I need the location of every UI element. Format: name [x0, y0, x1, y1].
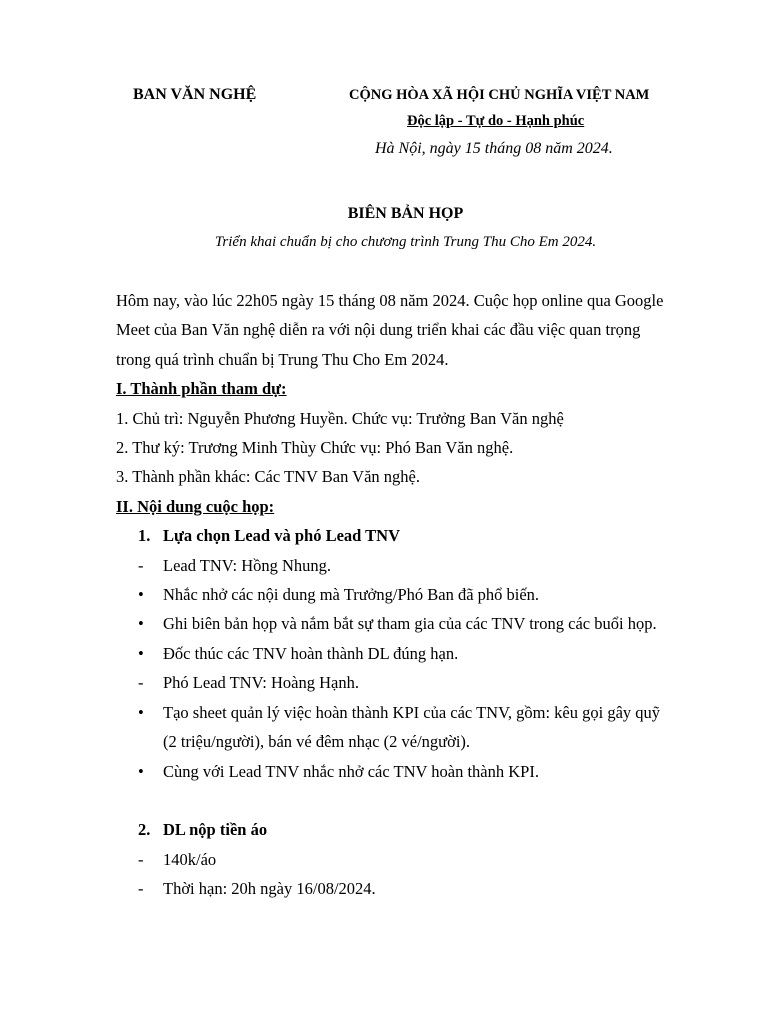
document-body	[116, 286, 676, 904]
list-item-text: Tạo sheet quản lý việc hoàn thành KPI của các TNV, gồm: kêu gọi gây quỹ (2 triệu/người), bán vé đêm nhạc (2 vé/người).	[163, 702, 661, 752]
numbered-item	[116, 815, 676, 844]
list-item	[116, 609, 676, 638]
list-item	[116, 551, 676, 580]
document-subtitle: Triển khai chuẩn bị cho chương trình Trung Thu Cho Em 2024.	[214, 234, 597, 250]
list-item	[116, 668, 676, 697]
dash-marker: -	[138, 849, 144, 869]
document-title: BIÊN BẢN HỌP	[347, 205, 464, 222]
bullet-marker: •	[138, 761, 144, 781]
attendee-line: 2. Thư ký: Trương Minh Thùy Chức vụ: Phó Ban Văn nghệ.	[116, 438, 514, 458]
bullet-marker: •	[138, 614, 144, 634]
item-number: 1.	[138, 526, 151, 546]
list-item-text: Ghi biên bản họp và nắm bắt sự tham gia của các TNV trong các buổi họp.	[163, 614, 657, 634]
list-item-text: Nhắc nhở các nội dung mà Trưởng/Phó Ban đã phổ biến.	[163, 585, 540, 605]
intro-paragraph: Hôm nay, vào lúc 22h05 ngày 15 tháng 08 năm 2024. Cuộc họp online qua Google Meet của Ban Văn nghệ diễn ra với nội dung triển khai các đầu việc quan trọng trong quá trình chuẩn bị Trung Thu Cho Em 2024.	[116, 291, 664, 369]
list-item-text: Đốc thúc các TNV hoàn thành DL đúng hạn.	[163, 643, 459, 663]
place-date: Hà Nội, ngày 15 tháng 08 năm 2024.	[375, 140, 613, 157]
bullet-marker: •	[138, 643, 144, 663]
list-item-text: Phó Lead TNV: Hoàng Hạnh.	[163, 673, 359, 693]
numbered-item	[116, 521, 676, 550]
dash-marker: -	[138, 673, 144, 693]
section-heading-attendees: I. Thành phần tham dự:	[116, 379, 287, 399]
organization-name: BAN VĂN NGHỆ	[133, 86, 257, 103]
list-item	[116, 845, 676, 874]
attendee-line: 3. Thành phần khác: Các TNV Ban Văn nghệ.	[116, 467, 420, 487]
list-item-text: 140k/áo	[163, 849, 217, 869]
list-item	[116, 580, 676, 609]
list-item-text: Cùng với Lead TNV nhắc nhở các TNV hoàn thành KPI.	[163, 761, 539, 781]
list-item	[116, 874, 676, 903]
dash-marker: -	[138, 879, 144, 899]
list-item	[116, 698, 676, 757]
list-item-text: Thời hạn: 20h ngày 16/08/2024.	[163, 879, 376, 899]
blank-line	[116, 786, 676, 815]
bullet-marker: •	[138, 585, 144, 605]
bullet-marker: •	[138, 702, 144, 722]
list-item	[116, 757, 676, 786]
item-title: DL nộp tiền áo	[163, 820, 268, 840]
national-title: CỘNG HÒA XÃ HỘI CHỦ NGHĨA VIỆT NAM	[349, 87, 650, 103]
item-title: Lựa chọn Lead và phó Lead TNV	[163, 526, 400, 546]
item-number: 2.	[138, 820, 151, 840]
list-item-text: Lead TNV: Hồng Nhung.	[163, 555, 332, 575]
dash-marker: -	[138, 555, 144, 575]
attendee-line: 1. Chủ trì: Nguyễn Phương Huyền. Chức vụ: Trưởng Ban Văn nghệ	[116, 408, 564, 428]
section-heading-content: II. Nội dung cuộc họp:	[116, 496, 275, 516]
list-item	[116, 639, 676, 668]
national-motto: Độc lập - Tự do - Hạnh phúc	[407, 113, 585, 129]
